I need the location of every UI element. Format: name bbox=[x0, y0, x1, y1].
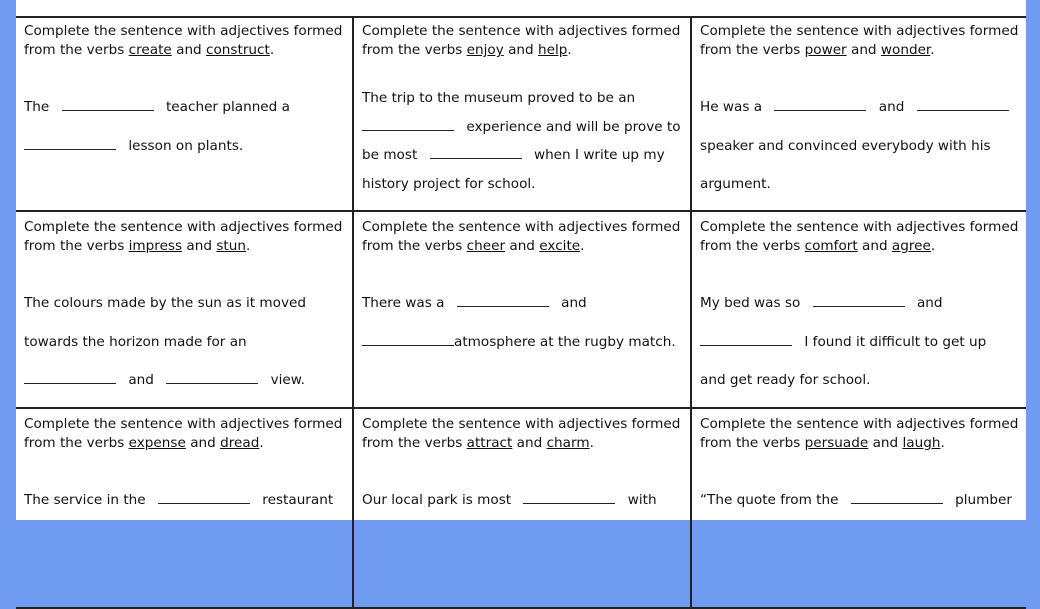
instruction: Complete the sentence with adjectives formed from the verbs comfort and agree. bbox=[700, 219, 1019, 254]
sentence: “The quote from the plumber bbox=[700, 492, 1013, 508]
instruction: Complete the sentence with adjectives formed from the verbs cheer and excite. bbox=[362, 219, 681, 254]
verb-2: wonder bbox=[880, 42, 931, 58]
verb-2: excite bbox=[539, 238, 581, 254]
sentence: He was a and speaker and convinced everybody with his argument. bbox=[700, 88, 1020, 204]
verb-1: expense bbox=[128, 435, 186, 451]
sentence: There was a and atmosphere at the rugby match. bbox=[362, 295, 676, 350]
exercise-cell-2 bbox=[354, 16, 692, 212]
instruction: Complete the sentence with adjectives formed from the verbs power and wonder. bbox=[700, 23, 1019, 58]
instruction: Complete the sentence with adjectives formed from the verbs impress and stun. bbox=[24, 219, 343, 254]
verb-1: create bbox=[128, 42, 172, 58]
instruction: Complete the sentence with adjectives formed from the verbs expense and dread. bbox=[24, 416, 343, 451]
sentence: Our local park is most with bbox=[362, 492, 657, 508]
exercise-cell-8 bbox=[354, 409, 692, 609]
exercise-cell-3 bbox=[692, 16, 1026, 212]
instruction: Complete the sentence with adjectives formed from the verbs enjoy and help. bbox=[362, 23, 681, 58]
verb-2: laugh bbox=[902, 435, 941, 451]
verb-1: enjoy bbox=[466, 42, 504, 58]
exercise-cell-9 bbox=[692, 409, 1026, 609]
answer-blank[interactable] bbox=[774, 109, 866, 111]
verb-1: attract bbox=[466, 435, 513, 451]
answer-blank[interactable] bbox=[362, 129, 454, 131]
verb-1: power bbox=[804, 42, 847, 58]
answer-blank[interactable] bbox=[917, 109, 1009, 111]
verb-2: agree bbox=[891, 238, 931, 254]
exercise-cell-1 bbox=[16, 16, 354, 212]
verb-1: impress bbox=[128, 238, 183, 254]
answer-blank[interactable] bbox=[813, 305, 905, 307]
answer-blank[interactable] bbox=[523, 502, 615, 504]
verb-2: construct bbox=[206, 42, 270, 58]
instruction: Complete the sentence with adjectives formed from the verbs attract and charm. bbox=[362, 416, 681, 451]
verb-2: stun bbox=[216, 238, 246, 254]
exercise-grid bbox=[16, 16, 1026, 536]
verb-1: persuade bbox=[804, 435, 869, 451]
instruction: Complete the sentence with adjectives formed from the verbs persuade and laugh. bbox=[700, 416, 1019, 451]
answer-blank[interactable] bbox=[158, 502, 250, 504]
exercise-cell-6 bbox=[692, 212, 1026, 409]
answer-blank[interactable] bbox=[457, 305, 549, 307]
worksheet bbox=[12, 0, 1030, 520]
answer-blank[interactable] bbox=[62, 109, 154, 111]
sentence: The service in the restaurant bbox=[24, 492, 334, 508]
verb-2: help bbox=[537, 42, 568, 58]
verb-1: comfort bbox=[804, 238, 858, 254]
instruction: Complete the sentence with adjectives formed from the verbs create and construct. bbox=[24, 23, 343, 58]
verb-2: dread bbox=[220, 435, 260, 451]
verb-2: charm bbox=[546, 435, 590, 451]
sentence: The teacher planned a lesson on plants. bbox=[24, 99, 290, 154]
exercise-cell-5 bbox=[354, 212, 692, 409]
answer-blank[interactable] bbox=[24, 382, 116, 384]
exercise-cell-4 bbox=[16, 212, 354, 409]
answer-blank[interactable] bbox=[24, 148, 116, 150]
answer-blank[interactable] bbox=[700, 344, 792, 346]
answer-blank[interactable] bbox=[166, 382, 258, 384]
answer-blank[interactable] bbox=[430, 157, 522, 159]
answer-blank[interactable] bbox=[362, 344, 454, 346]
sentence: The trip to the museum proved to be an experience and will be prove to be most when I write up my history project for school. bbox=[362, 90, 681, 192]
exercise-cell-7 bbox=[16, 409, 354, 609]
answer-blank[interactable] bbox=[851, 502, 943, 504]
sentence: My bed was so and I found it difficult to get up and get ready for school. bbox=[700, 295, 987, 388]
verb-1: cheer bbox=[466, 238, 506, 254]
sentence: The colours made by the sun as it moved towards the horizon made for an and view. bbox=[24, 295, 306, 388]
